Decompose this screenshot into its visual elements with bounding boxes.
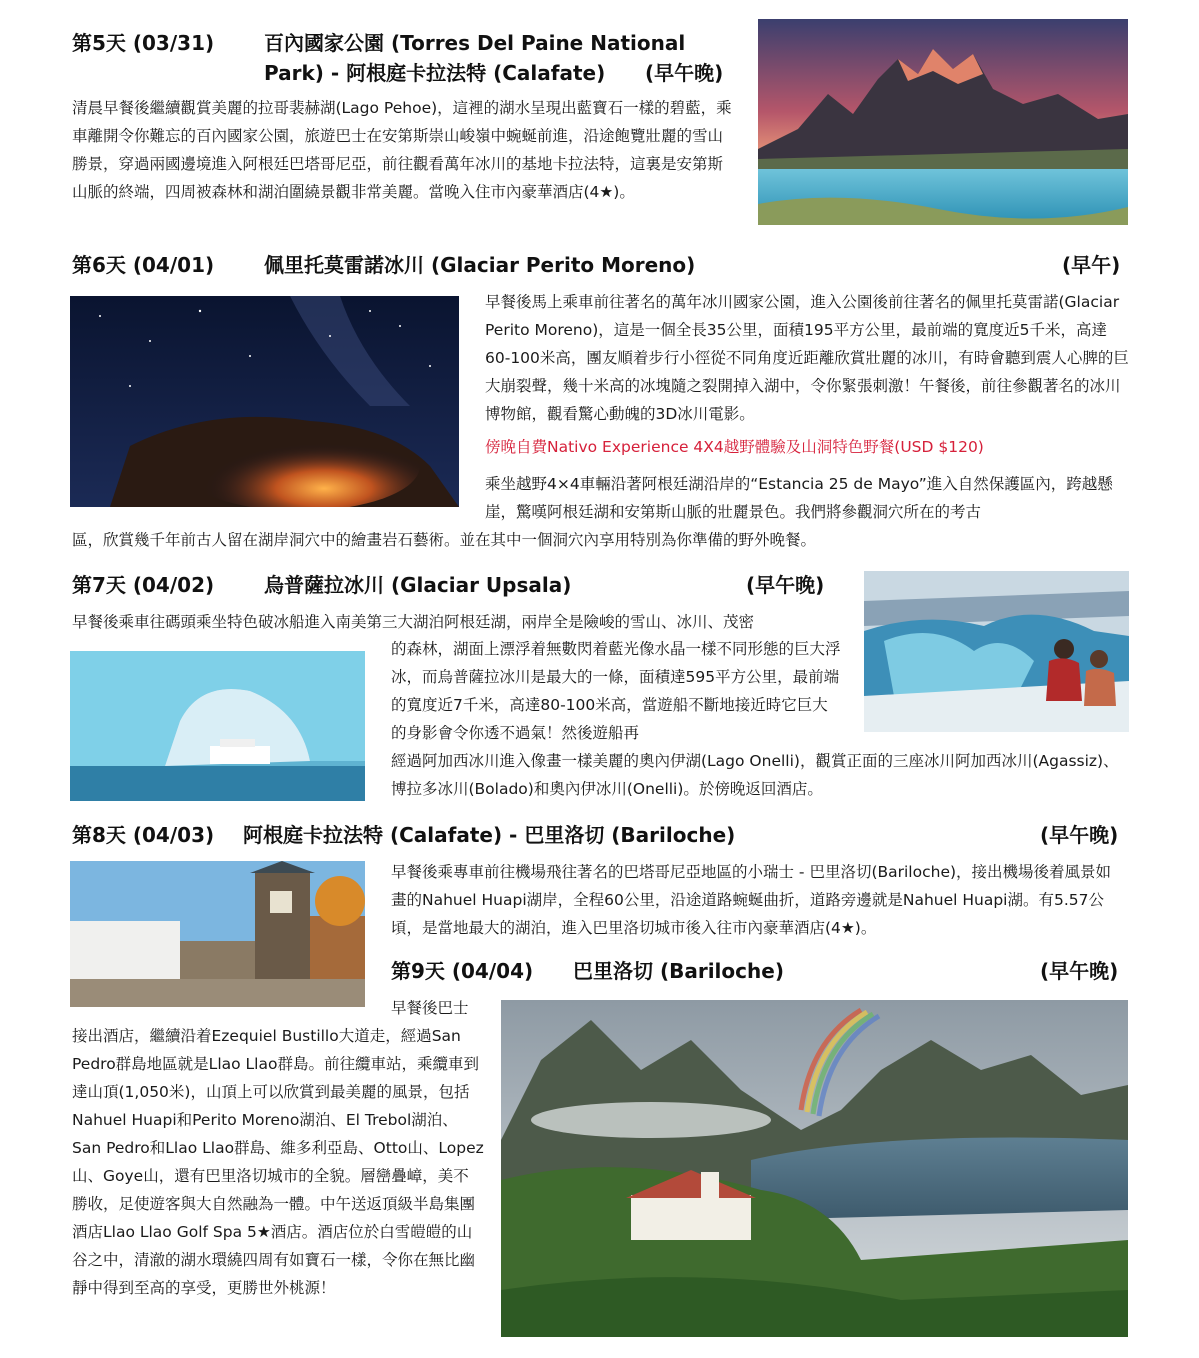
day6-optional-body-bottom: 區，欣賞幾千年前古人留在湖岸洞穴中的繪畫岩石藝術。並在其中一個洞穴內享用特別為你準備的野外晚餐。 [72, 531, 817, 549]
day6-title: 佩里托莫雷諾冰川 (Glaciar Perito Moreno) [264, 253, 696, 277]
day7-heading: 第7天 (04/02) [72, 573, 215, 597]
day9-title: 巴里洛切 (Bariloche) [573, 959, 784, 983]
day5-meals: (早午晚) [645, 61, 724, 85]
day6-meals: (早午) [1062, 253, 1121, 277]
day8-body: 早餐後乘專車前往機場飛往著名的巴塔哥尼亞地區的小瑞士 - 巴里洛切(Bariloche)，接出機場後着風景如畫的Nahuel Huapi湖岸，全程60公里，沿途道路蜿蜒曲折，道路旁邊就是Nahuel Huapi湖。有5.57公頃，是當地最大的湖泊，進入巴里洛切城市後入往市內豪華酒店(4★)。 [391, 863, 1112, 937]
bariloche-civic-center-photo [70, 861, 365, 1007]
day8-meals: (早午晚) [1040, 823, 1119, 847]
day5-heading: 第5天 (03/31) [72, 31, 215, 55]
day7-meals: (早午晚) [746, 573, 825, 597]
day6-body: 早餐後馬上乘車前往著名的萬年冰川國家公園，進入公園後前往著名的佩里托莫雷諾(Glaciar Perito Moreno)，這是一個全長35公里，面積195平方公里，最前端的寬度近5千米，高達60-100米高，團友順着步行小徑從不同角度近距離欣賞壯麗的冰川，有時會聽到震人心脾的巨大崩裂聲，幾十米高的冰塊隨之裂開掉入湖中，令你緊張刺激！午餐後，前往參觀著名的冰川博物館，觀看驚心動魄的3D冰川電影。 [485, 293, 1129, 423]
day6-heading: 第6天 (04/01) [72, 253, 215, 277]
cave-night-sky-photo [70, 296, 459, 507]
day9-meals: (早午晚) [1040, 959, 1119, 983]
day9-body: 接出酒店，繼續沿着Ezequiel Bustillo大道走，經過San Pedro群島地區就是Llao Llao群島。前往纜車站，乘纜車到達山頂(1,050米)，山頂上可以欣賞到最美麗的風景，包括Nahuel Huapi和Perito Moreno湖泊、El Trebol湖泊、San Pedro和Llao Llao群島、維多利亞島、Otto山、Lopez山、Goye山，還有巴里洛切城市的全貌。層巒疊嶂，美不勝收，足使遊客與大自然融為一體。中午送返頂級半島集團酒店Llao Llao Golf Spa 5★酒店。酒店位於白雪皚皚的山谷之中，清澈的湖水環繞四周有如寶石一樣，令你在無比幽靜中得到至高的享受，更勝世外桃源！ [72, 1027, 484, 1297]
day8-title: 阿根庭卡拉法特 (Calafate) - 巴里洛切 (Bariloche) [243, 823, 736, 847]
day6-optional-title: 傍晚自費Nativo Experience 4X4越野體驗及山洞特色野餐(USD $120) [485, 438, 984, 456]
ice-arch-photo [70, 651, 365, 801]
day5-body: 清晨早餐後繼續觀賞美麗的拉哥裴赫湖(Lago Pehoe)，這裡的湖水呈現出藍寶石一樣的碧藍，乘車離開令你難忘的百內國家公園，旅遊巴士在安第斯崇山峻嶺中蜿蜒前進，沿途飽覽壯麗的雪山勝景，穿過兩國邊境進入阿根廷巴塔哥尼亞，前往觀看萬年冰川的基地卡拉法特，這裏是安第斯山脈的終端，四周被森林和湖泊圍繞景觀非常美麗。當晚入住市內豪華酒店(4★)。 [72, 99, 732, 201]
day6-optional-body-top: 乘坐越野4×4車輛沿著阿根廷湖沿岸的“Estancia 25 de Mayo”進入自然保護區內，跨越懸崖，驚嘆阿根廷湖和安第斯山脈的壯麗景色。我們將參觀洞穴所在的考古 [485, 475, 1113, 521]
glacier-boat-passengers-photo [864, 571, 1129, 732]
day7-title: 烏普薩拉冰川 (Glaciar Upsala) [264, 573, 572, 597]
torres-del-paine-photo [758, 19, 1128, 225]
day7-body-bottom: 經過阿加西冰川進入像畫一樣美麗的奧內伊湖(Lago Onelli)，觀賞正面的三座冰川阿加西冰川(Agassiz)、博拉多冰川(Bolado)和奧內伊冰川(Onelli)。於傍晚返回酒店。 [391, 752, 1119, 798]
day9-heading: 第9天 (04/04) [391, 959, 534, 983]
day7-body-line1: 早餐後乘車往碼頭乘坐特色破冰船進入南美第三大湖泊阿根廷湖，兩岸全是險峻的雪山、冰川、茂密 [72, 613, 755, 631]
day7-body-mid: 的森林，湖面上漂浮着無數閃着藍光像水晶一樣不同形態的巨大浮冰，而烏普薩拉冰川是最大的一條，面積達595平方公里，最前端的寬度近7千米，高達80-100米高，當遊船不斷地接近時它巨大的身影會令你透不過氣！然後遊船再 [391, 640, 841, 742]
day5-title-line2: Park) - 阿根庭卡拉法特 (Calafate) [264, 61, 606, 85]
llao-llao-rainbow-photo [501, 1000, 1128, 1337]
day9-body-first: 早餐後巴士 [391, 999, 469, 1017]
day8-heading: 第8天 (04/03) [72, 823, 215, 847]
day5-title-line1: 百內國家公園 (Torres Del Paine National [264, 31, 686, 55]
